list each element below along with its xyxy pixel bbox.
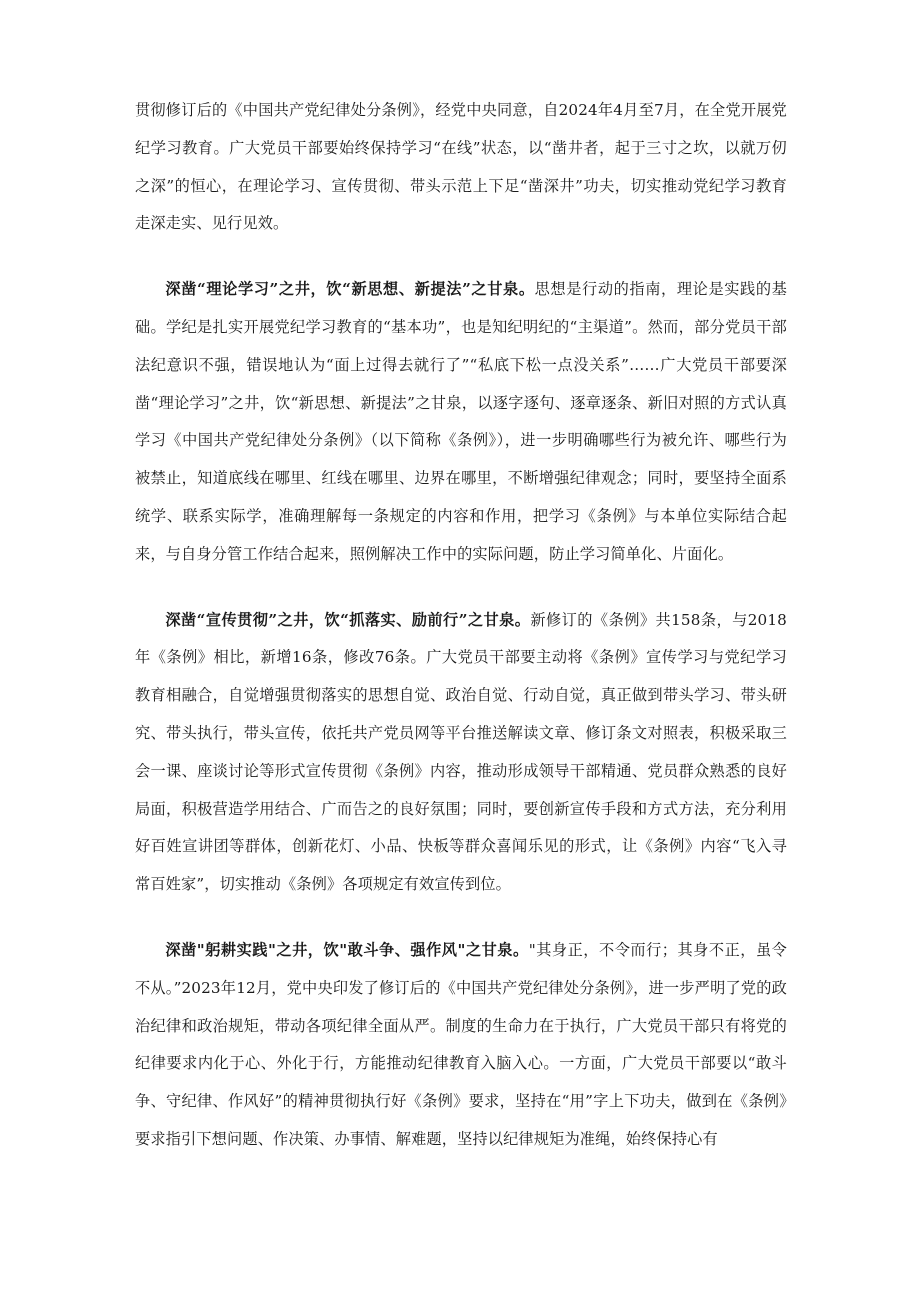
practice-paragraph bbox=[135, 932, 787, 1159]
theory-study-paragraph bbox=[135, 271, 787, 573]
practice-text: "其身正，不令而行；其身不正，虽令不从。”2023年12月，党中央印发了修订后的《中国共产党纪律处分条例》，进一步严明了党的政治纪律和政治规矩，带动各项纪律全面从严。制度的生命力在于执行，广大党员干部只有将党的纪律要求内化于心、外化于行，方能推动纪律教育入脑入心。一方面，广大党员干部要以“敢斗争、守纪律、作风好”的精神贯彻执行好《条例》要求，坚持在“用”字上下功夫，做到在《条例》要求指引下想问题、作决策、办事情、解难题，坚持以纪律规矩为准绳，始终保持心有 bbox=[135, 940, 787, 1148]
publicity-heading: 深凿“宣传贯彻”之井，饮“抓落实、励前行”之甘泉。 bbox=[165, 610, 531, 629]
publicity-text: 新修订的《条例》共158条，与2018年《条例》相比，新增16条，修改76条。广大党员干部要主动将《条例》宣传学习与党纪学习教育相融合，自觉增强贯彻落实的思想自觉、政治自觉、行动自觉，真正做到带头学习、带头研究、带头执行，带头宣传，依托共产党员网等平台推送解读文章、修订条文对照表，积极采取三会一课、座谈讨论等形式宣传贯彻《条例》内容，推动形成领导干部精通、党员群众熟悉的良好局面，积极营造学用结合、广而告之的良好氛围；同时，要创新宣传手段和方式方法，充分利用好百姓宣讲团等群体，创新花灯、小品、快板等群众喜闻乐见的形式，让《条例》内容“飞入寻常百姓家”，切实推动《条例》各项规定有效宣传到位。 bbox=[135, 610, 787, 894]
document-body bbox=[135, 92, 787, 1187]
intro-text: 贯彻修订后的《中国共产党纪律处分条例》，经党中央同意，自2024年4月至7月，在全党开展党纪学习教育。广大党员干部要始终保持学习“在线”状态，以“凿井者，起于三寸之坎，以就万仞之深”的恒心，在理论学习、宣传贯彻、带头示范上下足“凿深井”功夫，切实推动党纪学习教育走深走实、见行见效。 bbox=[135, 101, 787, 233]
publicity-paragraph bbox=[135, 602, 787, 904]
theory-study-text: 思想是行动的指南，理论是实践的基础。学纪是扎实开展党纪学习教育的“基本功”，也是知纪明纪的“主渠道”。然而，部分党员干部法纪意识不强，错误地认为“面上过得去就行了”“私底下松一点没关系”……广大党员干部要深凿“理论学习”之井，饮“新思想、新提法”之甘泉，以逐字逐句、逐章逐条、新旧对照的方式认真学习《中国共产党纪律处分条例》（以下简称《条例》），进一步明确哪些行为被允许、哪些行为被禁止，知道底线在哪里、红线在哪里、边界在哪里，不断增强纪律观念；同时，要坚持全面系统学、联系实际学，准确理解每一条规定的内容和作用，把学习《条例》与本单位实际结合起来，与自身分管工作结合起来，照例解决工作中的实际问题，防止学习简单化、片面化。 bbox=[135, 280, 787, 563]
theory-study-heading: 深凿“理论学习”之井，饮“新思想、新提法”之甘泉。 bbox=[165, 280, 535, 299]
practice-heading: 深凿"躬耕实践"之井，饮"敢斗争、强作风"之甘泉。 bbox=[165, 940, 529, 959]
intro-paragraph bbox=[135, 92, 787, 243]
